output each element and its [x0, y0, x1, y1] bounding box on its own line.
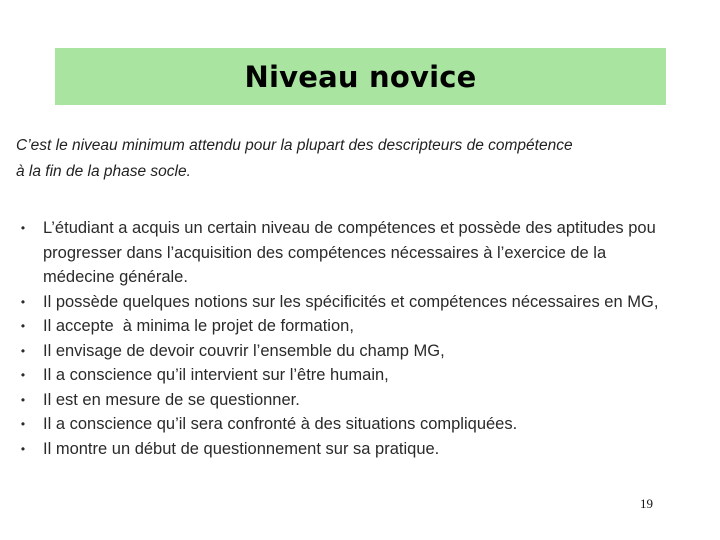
bullet-text-line: Il accepte à minima le projet de formation, [43, 317, 354, 335]
bullet-dot-icon: • [20, 392, 26, 407]
bullet-dot-icon: • [20, 368, 26, 382]
bullet-text-line: Il envisage de devoir couvrir l’ensemble du champ MG, [43, 341, 445, 360]
bullet-item [16, 216, 716, 290]
bullet-item [16, 290, 716, 315]
bullet-text-line: Il est en mesure de se questionner. [43, 390, 300, 409]
bullet-dot-icon: • [20, 221, 26, 235]
page-number: 19 [640, 496, 653, 511]
intro-line-2: à la fin de la phase socle. [16, 163, 191, 180]
intro-paragraph [16, 133, 696, 185]
bullet-list [16, 216, 716, 461]
bullet-text-line: médecine générale. [43, 268, 188, 286]
bullet-dot-icon: • [20, 294, 26, 309]
slide-title: Niveau novice [244, 59, 477, 94]
bullet-text-line: L’étudiant a acquis un certain niveau de compétences et possède des aptitudes pou [43, 219, 656, 237]
bullet-text-line: progresser dans l’acquisition des compétences nécessaires à l’exercice de la [43, 243, 607, 262]
bullet-item [16, 363, 716, 388]
title-banner [55, 48, 666, 105]
bullet-text-line: Il a conscience qu’il intervient sur l’être humain, [43, 366, 389, 384]
bullet-item [16, 412, 716, 437]
bullet-item [16, 314, 716, 339]
bullet-dot-icon: • [20, 441, 26, 456]
bullet-dot-icon: • [20, 343, 26, 358]
bullet-text-line: Il montre un début de questionnement sur sa pratique. [43, 439, 440, 458]
bullet-text-line: Il a conscience qu’il sera confronté à des situations compliquées. [43, 415, 518, 433]
bullet-item [16, 339, 716, 364]
intro-line-1: C’est le niveau minimum attendu pour la plupart des descripteurs de compétence [16, 137, 573, 154]
bullet-text-line: Il possède quelques notions sur les spécificités et compétences nécessaires en MG, [43, 292, 659, 311]
bullet-dot-icon: • [20, 319, 26, 333]
bullet-item [16, 437, 716, 462]
bullet-dot-icon: • [20, 417, 26, 431]
bullet-item [16, 388, 716, 413]
